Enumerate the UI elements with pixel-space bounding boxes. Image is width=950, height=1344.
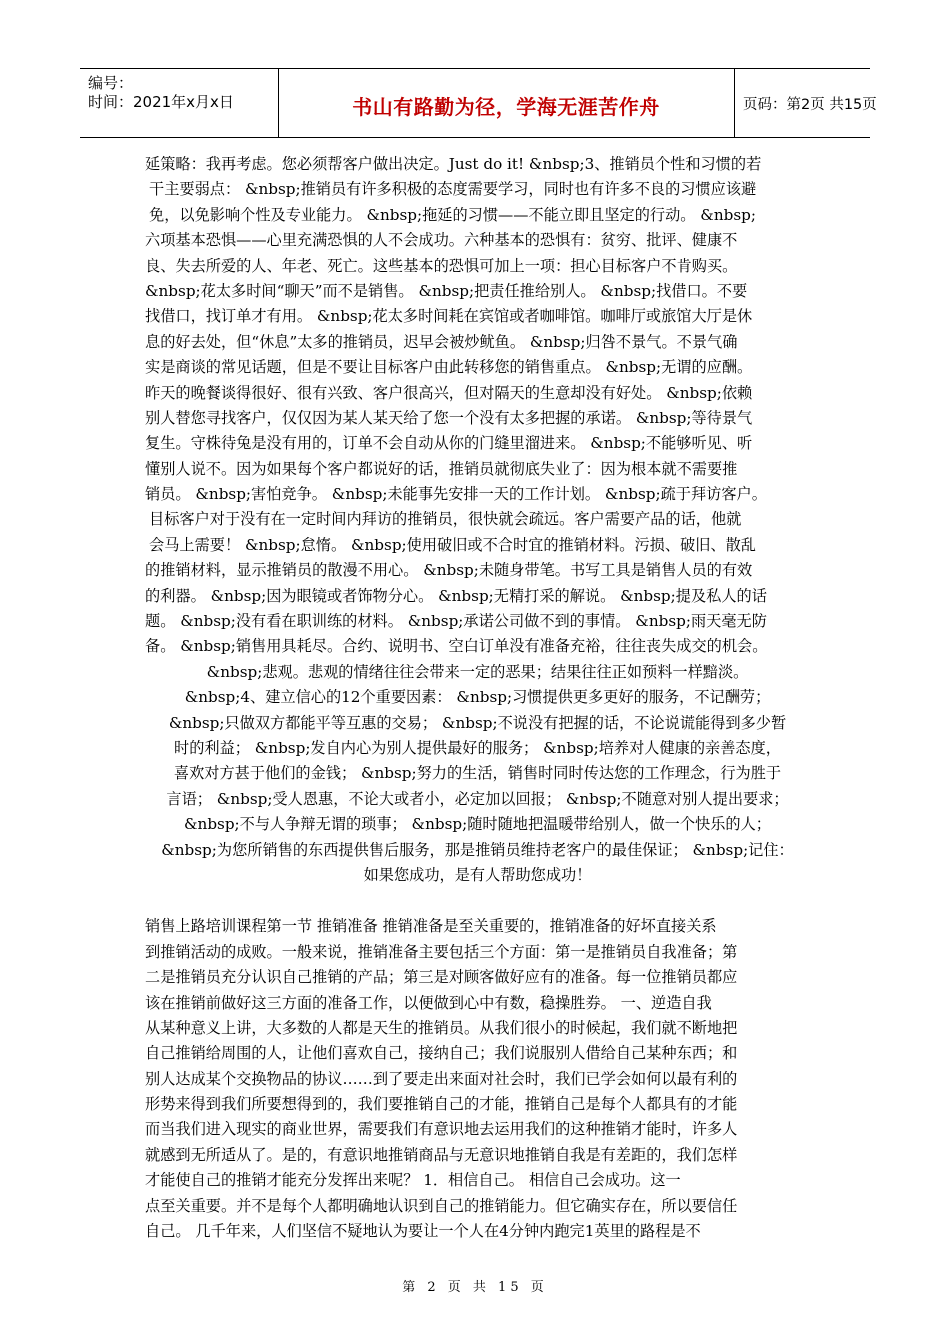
body-line: &nbsp;只做双方都能平等互惠的交易； &nbsp;不说没有把握的话，不论说谎能得到多少暂 <box>168 713 787 732</box>
body-line: 备。 &nbsp;销售用具耗尽。合约、说明书、空白订单没有准备充裕，往往丧失成交的机会。 <box>145 637 768 656</box>
body-line: 延策略：我再考虑。您必须帮客户做出决定。Just do it! &nbsp;3、推销员个性和习惯的若 <box>145 155 762 173</box>
body-line: 会马上需要！ &nbsp;怠惰。 &nbsp;使用破旧或不合时宜的推销材料。污损、破旧、散乱 <box>149 535 756 554</box>
body-line: 到推销活动的成败。一般来说，推销准备主要包括三个方面：第一是推销员自我准备；第 <box>145 942 738 961</box>
body-line: 免，以免影响个性及专业能力。 &nbsp;拖延的习惯——不能立即且坚定的行动。 &nbsp; <box>149 205 756 224</box>
body-line: 销员。 &nbsp;害怕竞争。 &nbsp;未能事先安排一天的工作计划。 &nbsp;疏于拜访客户。 <box>145 485 767 504</box>
body-line: 就感到无所适从了。是的，有意识地推销商品与无意识地推销自我是有差距的，我们怎样 <box>145 1145 738 1164</box>
document-number-label: 编号： <box>88 74 134 92</box>
body-line: &nbsp;花太多时间“聊天”而不是销售。 &nbsp;把责任推给别人。 &nbsp;找借口。不要 <box>145 281 748 300</box>
body-line: 自己。 几千年来，人们坚信不疑地认为要让一个人在4分钟内跑完1英里的路程是不 <box>145 1222 701 1241</box>
body-line: 自己推销给周围的人，让他们喜欢自己，接纳自己；我们说服别人借给自己某种东西；和 <box>145 1044 738 1063</box>
body-line: 才能使自己的推销才能充分发挥出来呢？ 1．相信自己。 相信自己会成功。这一 <box>145 1171 681 1190</box>
body-line: 息的好去处，但“休息”太多的推销员，迟早会被炒鱿鱼。 &nbsp;归咎不景气。不景气确 <box>145 332 738 351</box>
header-page-cell <box>735 69 877 137</box>
body-line: 六项基本恐惧——心里充满恐惧的人不会成功。六种基本的恐惧有：贫穷、批评、健康不 <box>145 231 738 250</box>
body-line: 干主要弱点： &nbsp;推销员有许多积极的态度需要学习，同时也有许多不良的习惯应该避 <box>149 180 757 199</box>
body-line: 的推销材料，显示推销员的散漫不用心。 &nbsp;未随身带笔。书写工具是销售人员的有效 <box>145 561 753 580</box>
page-footer: 第 2 页 共 15 页 <box>402 1280 548 1295</box>
body-line: 喜欢对方甚于他们的金钱； &nbsp;努力的生活，销售时同时传达您的工作理念，行为胜于 <box>173 764 782 783</box>
page-header <box>80 68 877 138</box>
body-line: &nbsp;悲观。悲观的情绪往往会带来一定的恶果；结果往往正如预料一样黯淡。 <box>206 662 749 681</box>
body-line: 懂别人说不。因为如果每个客户都说好的话，推销员就彻底失业了：因为根本就不需要推 <box>145 459 738 478</box>
body-line: 找借口，找订单才有用。 &nbsp;花太多时间耗在宾馆或者咖啡馆。咖啡厅或旅馆大厅是休 <box>145 307 753 326</box>
header-page-number: 页码：第2页 共15页 <box>743 97 877 113</box>
document-body <box>145 152 810 1244</box>
body-line: 点至关重要。并不是每个人都明确地认识到自己的推销能力。但它确实存在，所以要信任 <box>145 1196 738 1215</box>
body-line: 形势来得到我们所要想得到的，我们要推销自己的才能，推销自己是每个人都具有的才能 <box>145 1095 738 1114</box>
body-line: 的利器。 &nbsp;因为眼镜或者饰物分心。 &nbsp;无精打采的解说。 &nbsp;提及私人的话 <box>145 586 767 605</box>
header-meta-cell <box>80 69 279 137</box>
body-line: 二是推销员充分认识自己推销的产品；第三是对顾客做好应有的准备。每一位推销员都应 <box>145 968 738 987</box>
body-line: 该在推销前做好这三方面的准备工作，以便做到心中有数，稳操胜券。 一、逆造自我 <box>145 993 712 1012</box>
body-line: 而当我们进入现实的商业世界，需要我们有意识地去运用我们的这种推销才能时，许多人 <box>145 1120 738 1139</box>
header-motto: 书山有路勤为径，学海无涯苦作舟 <box>352 95 660 119</box>
body-line: 良、失去所爱的人、年老、死亡。这些基本的恐惧可加上一项：担心目标客户不肯购买。 <box>145 256 738 275</box>
body-line: 昨天的晚餐谈得很好、很有兴致、客户很高兴，但对隔天的生意却没有好处。 &nbsp;依赖 <box>145 383 753 402</box>
paragraph-gap <box>145 888 810 914</box>
body-line: 时的利益； &nbsp;发自内心为别人提供最好的服务； &nbsp;培养对人健康的亲善态度， <box>174 738 781 757</box>
document-date-label: 时间：2021年x月x日 <box>88 93 234 111</box>
body-line: 别人替您寻找客户，仅仅因为某人某天给了您一个没有太多把握的承诺。 &nbsp;等待景气 <box>145 408 753 427</box>
body-line: &nbsp;4、建立信心的12个重要因素： &nbsp;习惯提供更多更好的服务，不记酬劳； <box>184 688 771 707</box>
body-line: &nbsp;不与人争辩无谓的琐事； &nbsp;随时随地把温暖带给别人，做一个快乐的人； <box>184 815 771 834</box>
body-line: 言语； &nbsp;受人恩惠，不论大或者小，必定加以回报； &nbsp;不随意对别人提出要求； <box>166 789 789 808</box>
body-line: 实是商谈的常见话题，但是不要让目标客户由此转移您的销售重点。 &nbsp;无谓的应酬。 <box>145 358 753 377</box>
body-line: 如果您成功，是有人帮助您成功！ <box>363 865 592 884</box>
body-line: &nbsp;为您所销售的东西提供售后服务，那是推销员维持老客户的最佳保证； &nbsp;记住： <box>161 840 794 859</box>
header-motto-cell <box>278 69 735 137</box>
body-line: 从某种意义上讲，大多数的人都是天生的推销员。从我们很小的时候起，我们就不断地把 <box>145 1018 738 1037</box>
body-line: 目标客户对于没有在一定时间内拜访的推销员，很快就会疏远。客户需要产品的话，他就 <box>149 510 742 529</box>
body-line: 复生。守株待兔是没有用的，订单不会自动从你的门缝里溜进来。 &nbsp;不能够听见、听 <box>145 434 753 453</box>
body-line: 别人达成某个交换物品的协议……到了要走出来面对社会时，我们已学会如何以最有利的 <box>145 1069 738 1088</box>
body-line: 销售上路培训课程第一节 推销准备 推销准备是至关重要的，推销准备的好坏直接关系 <box>145 917 717 936</box>
body-line: 题。 &nbsp;没有看在职训练的材料。 &nbsp;承诺公司做不到的事情。 &nbsp;雨天毫无防 <box>145 612 767 631</box>
